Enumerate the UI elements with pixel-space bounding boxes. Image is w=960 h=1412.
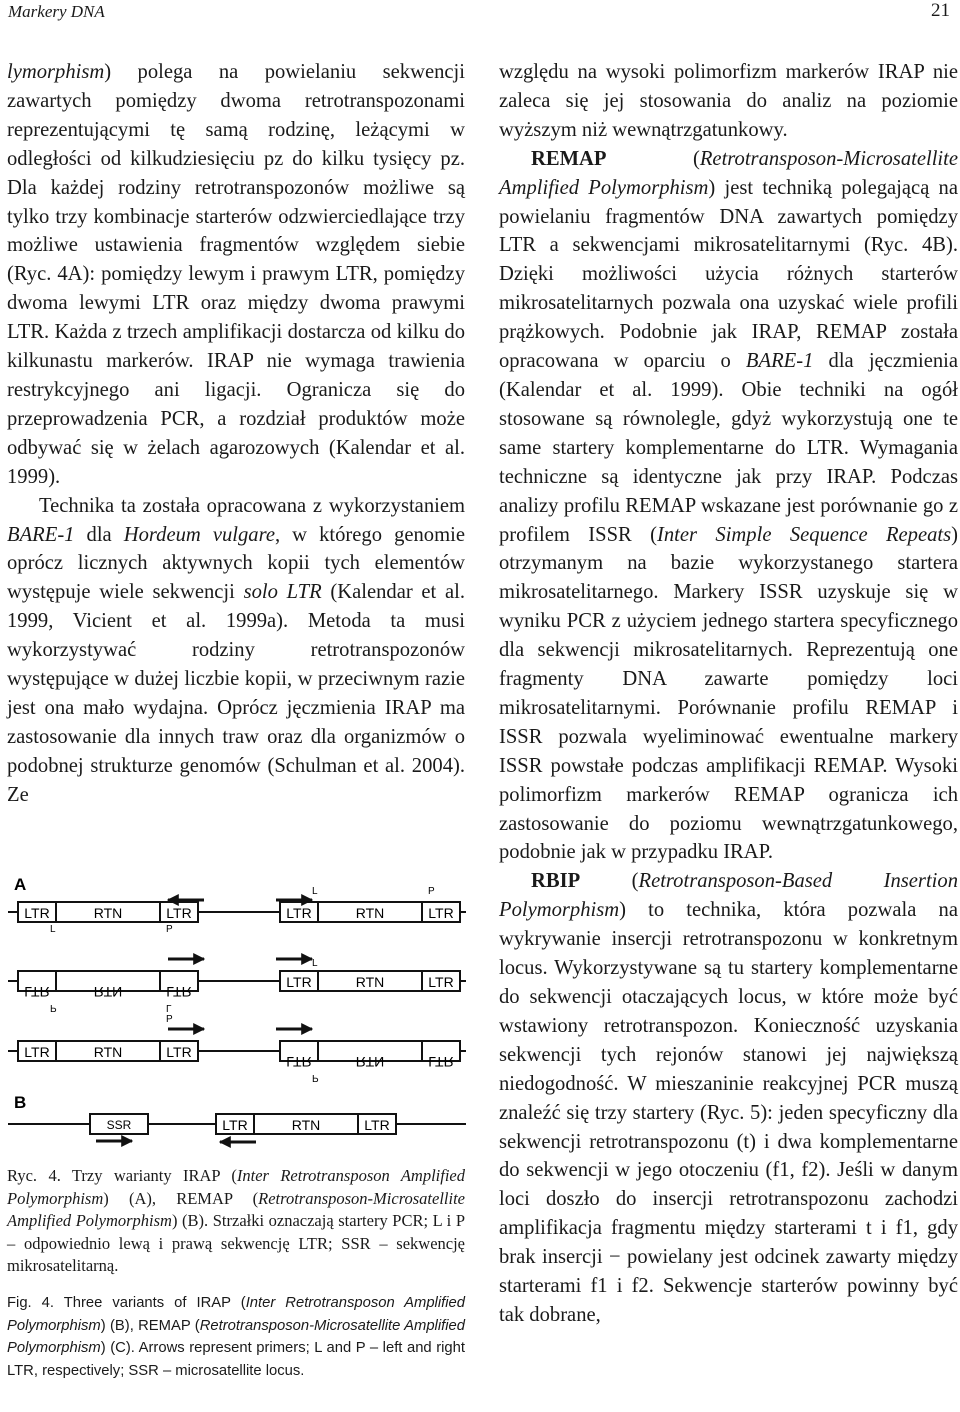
text-run: ( xyxy=(606,147,700,170)
text-run: ) (C). Arrows represent primers; L and P – left and right LTR, respectively; SSR – microsatellite locus. xyxy=(7,1340,465,1379)
l-label: L xyxy=(312,886,318,897)
p-label: P xyxy=(428,886,435,897)
ltr-label: LTR xyxy=(24,1044,50,1060)
text-run: , w którego genomie oprócz licznych aktywnych kopii tych elementów występuje wiele sekwencji xyxy=(7,523,465,604)
text-run: lymorphism xyxy=(7,61,105,83)
text-run: Inter Retrotransposon Amplified Polymorphism xyxy=(7,1166,465,1208)
page-number: 21 xyxy=(931,0,950,21)
rtn-label: RTN xyxy=(355,974,385,990)
text-run: RBIP xyxy=(531,870,581,893)
text-run: dla jęczmienia (Kalendar et al. 1999). Obie techniki na ogół stosowane są równolegle, gdyż wykorzystują one te same startery komplementarne do LTR. Wymagania techniczne są identyczne jak przy IRAP. Podczas analizy profilu REMAP wskazane jest porównanie go z profilem ISSR ( xyxy=(499,350,959,546)
right-paragraph-3 xyxy=(499,867,958,1330)
ltr-label: LTR xyxy=(286,974,312,990)
left-paragraph-2 xyxy=(7,492,465,810)
ltr-label: LTR xyxy=(166,1044,192,1060)
ltr-label: LTR xyxy=(428,1054,454,1070)
right-column xyxy=(499,58,958,1330)
text-run: Ryc. 4. Trzy warianty IRAP ( xyxy=(7,1166,237,1185)
text-run: (Kalendar et al. 1999, Vicient et al. 1999a). Metoda ta musi wykorzystywać rodziny retrotranspozonów występujące w dużej liczbie kopii, w przeciwnym razie jest ona mało wydajna. Oprócz jęczmienia IRAP ma zastosowanie dla innych traw oraz dla organizmów o podobnej strukturze genomów (Schulman et al. 2004). Ze xyxy=(7,581,465,806)
rtn-label: RTN xyxy=(93,1044,123,1060)
text-run: ) (A), REMAP ( xyxy=(103,1188,259,1208)
rtn-label: RTN xyxy=(93,984,123,1000)
left-column xyxy=(7,58,465,810)
text-run: ) to technika, która pozwala na wykrywanie insercji retrotranspozonu w konkretnym locus. Wykorzystywane są tu startery komplementarne do sekwencji otaczających locus, w które może być wstawiony retrotranspozon. Konieczność uzyskania sekwencji tych rejonów stanowi jej największą niedogodność. W mieszaninie reakcyjnej PCR muszą znaleźć się trzy startery (Ryc. 5): jeden specyficzny dla sekwencji retrotranspozonu (t) i dwa komplementarne do sekwencji w jego otoczeniu (f1, f2). Jeśli w danym loci doszło do insercji retrotranspozonu zachodzi amplifikacja fragmentu między starterami t i f1, gdy brak insercji − powielany jest odcinek zawarty między starterami f1 i f2. Sekwencje starterów powinny być tak dobrane, xyxy=(499,899,958,1326)
right-paragraph-2 xyxy=(499,145,958,868)
text-run: REMAP xyxy=(531,147,607,170)
figure-4-diagram xyxy=(8,870,466,1162)
text-run: BARE-1 xyxy=(745,350,814,373)
l-label: L xyxy=(312,958,318,969)
figure-4 xyxy=(8,870,466,1162)
text-run: Hordeum vulgare xyxy=(123,523,275,546)
text-run: ( xyxy=(580,870,639,893)
p-label: P xyxy=(312,1072,319,1083)
text-run: Fig. 4. Three variants of IRAP ( xyxy=(7,1294,246,1311)
text-run: względu na wysoki polimorfizm markerów IRAP nie zaleca się jej stosowania do analiz na poziomie wyższym niż wewnątrzgatunkowy. xyxy=(499,61,958,141)
text-run: Technika ta została opracowana z wykorzystaniem xyxy=(39,494,465,517)
l-label: L xyxy=(50,924,56,935)
ltr-label: LTR xyxy=(428,974,454,990)
text-run: Retrotransposon-Microsatellite Amplified Polymorphism xyxy=(499,147,958,199)
caption-english xyxy=(7,1292,465,1382)
ltr-label: LTR xyxy=(24,984,50,1000)
ltr-label: LTR xyxy=(166,905,192,921)
text-run: ) (B), REMAP ( xyxy=(100,1317,200,1334)
rtn-label: RTN xyxy=(291,1117,321,1133)
text-run: ) polega na powielaniu sekwencji zawartych pomiędzy dwoma retrotranspozonami reprezentującymi tę samą rodzinę, leżącymi w odległości od kilkudziesięciu pz do kilku tysięcy pz. Dla każdej rodziny retrotranspozonów możliwe są tylko trzy kombinacje starterów odzwierciedlające trzy możliwe ustawienia fragmentów względem siebie (Ryc. 4A): pomiędzy lewym i prawym LTR, pomiędzy dwoma lewymi LTR oraz między dwoma prawymi LTR. Każda z trzech amplifikacji dostarcza od kilku do kilkunastu markerów. IRAP nie wymaga trawienia restrykcyjnego ani ligacji. Ogranicza się do przeprowadzenia PCR, a rozdział produktów może odbywać się w żelach agarozowych (Kalendar et al. 1999). xyxy=(7,61,465,488)
running-header: Markery DNA xyxy=(8,2,105,21)
text-run: dla xyxy=(74,523,124,546)
p-label: P xyxy=(166,1014,173,1025)
ltr-label: LTR xyxy=(286,1054,312,1070)
text-run: ) jest techniką polegającą na powielaniu fragmentów DNA zawartych pomiędzy LTR a sekwencjami mikrosatelitarnymi (Ryc. 4B). Dzięki możliwości użycia różnych starterów mikrosatelitarnych pozwala ona uzyskać wiele profili prążkowych. Podobnie jak IRAP, REMAP została opracowana w oparciu o xyxy=(499,176,958,373)
rtn-label: RTN xyxy=(355,905,385,921)
ltr-label: LTR xyxy=(286,905,312,921)
text-run: ) otrzymanym na bazie wykorzystanego startera mikrosatelitarnego. Markery ISSR uzyskuje się w wyniku PCR z użyciem jednego startera specyficznego dla sekwencji mikrosatelitarnych. Reprezentują one fragmenty DNA zawarte pomiędzy loci mikrosatelitarnymi. Porównanie profilu REMAP i ISSR pozwala wyeliminować ewentualne markery ISSR powstałe podczas amplifikacji REMAP. Wysoki polimorfizm markerów REMAP ogranicza ich zastosowanie do poziomu wewnątrzgatunkowego, podobnie jak w przypadku IRAP. xyxy=(499,523,958,864)
l-label: L xyxy=(166,1002,172,1013)
p-label: P xyxy=(50,1002,57,1013)
text-run: Retrotransposon-Microsatellite Amplified Polymorphism xyxy=(7,1317,465,1357)
rtn-label: RTN xyxy=(93,905,123,921)
p-label: P xyxy=(166,924,173,935)
ltr-label: LTR xyxy=(166,984,192,1000)
figure-captions xyxy=(7,1165,465,1382)
rtn-label: RTN xyxy=(355,1054,385,1070)
text-run: ) (B). Strzałki oznaczają startery PCR; L i P – odpowiednio lewą i prawą sekwencję LTR; SSR – sekwencję mikrosatelitarną. xyxy=(7,1211,466,1276)
ssr-label: SSR xyxy=(106,1118,132,1132)
text-run: Inter Simple Sequence Repeats xyxy=(657,523,952,546)
text-run: BARE-1 xyxy=(7,523,75,546)
ltr-label: LTR xyxy=(428,905,454,921)
text-run: Retrotransposon-Based Insertion Polymorphism xyxy=(499,870,958,922)
text-run: Retrotransposon-Microsatellite Amplified Polymorphism xyxy=(7,1188,465,1231)
panel-b-label: B xyxy=(14,1093,27,1112)
right-paragraph-1 xyxy=(499,58,958,145)
text-run: solo LTR xyxy=(243,581,322,604)
panel-a-label: A xyxy=(14,875,27,894)
left-paragraph-1 xyxy=(7,58,465,492)
caption-polish xyxy=(7,1165,465,1278)
ltr-label: LTR xyxy=(24,905,50,921)
ltr-label: LTR xyxy=(364,1117,390,1133)
ltr-label: LTR xyxy=(222,1117,248,1133)
text-run: Inter Retrotransposon Amplified Polymorphism xyxy=(7,1294,465,1334)
